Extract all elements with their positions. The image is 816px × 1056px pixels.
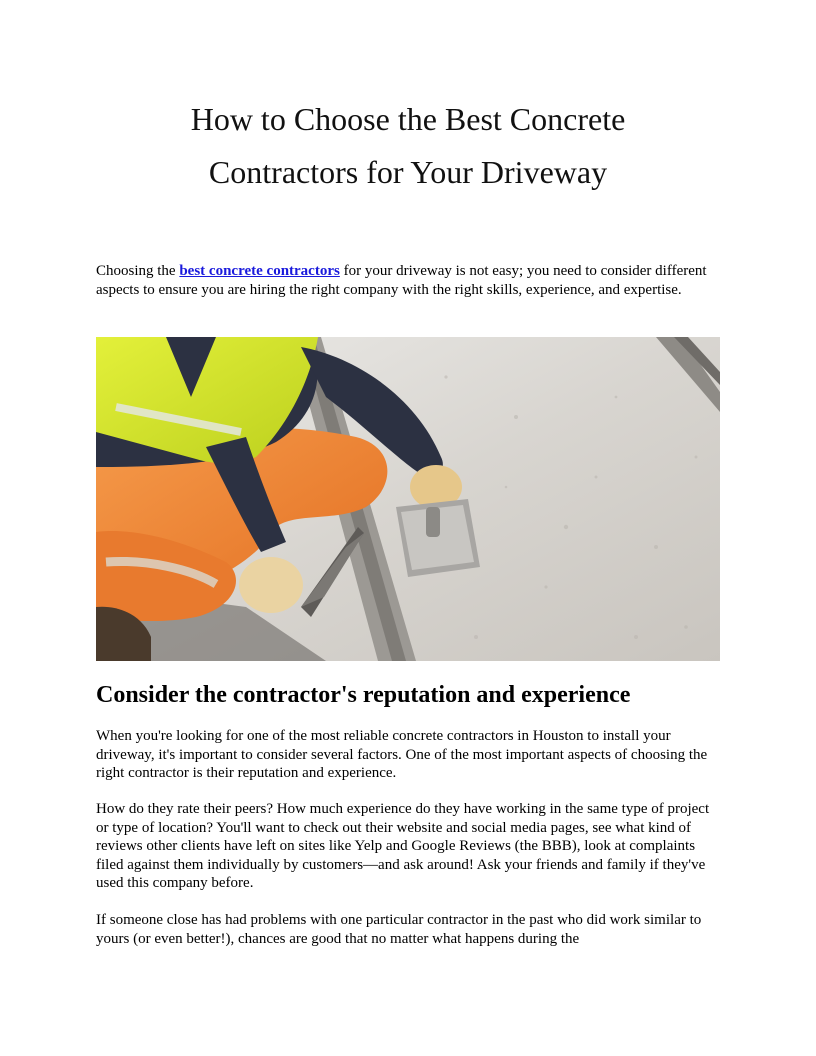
body-paragraph-3: If someone close has had problems with one particular contractor in the past who did work similar to yours (or even better!), chances are good that no matter what happens during the: [96, 912, 702, 947]
title-line-1: How to Choose the Best Concrete: [190, 101, 626, 137]
best-concrete-contractors-link[interactable]: best concrete contractors: [179, 263, 340, 279]
section-heading: Consider the contractor's reputation and experience: [96, 682, 631, 708]
body-paragraph-1: When you're looking for one of the most reliable concrete contractors in Houston to install your driveway, it's important to consider several factors. One of the most important aspects of choosing the right contractor is their reputation and experience.: [96, 728, 708, 782]
intro-paragraph: [96, 262, 720, 300]
page-title: [96, 93, 720, 199]
body-paragraph-2: How do they rate their peers? How much experience do they have working in the same type of project or type of location? You'll want to check out their website and social media pages, see what kind of reviews other clients have left on sites like Yelp and Google Reviews (the BBB), look at complaints filed against them individually by customers—and ask around! Ask your friends and family if they've used this company before.: [96, 801, 710, 892]
concrete-worker-photo: [96, 337, 720, 661]
intro-text-after: for your driveway is not easy; you need to consider different aspects to ensure you are hiring the right company with the right skills, experience, and expertise.: [96, 263, 707, 298]
intro-text-before: Choosing the: [96, 263, 180, 279]
title-line-2: Contractors for Your Driveway: [208, 154, 608, 190]
concrete-worker-illustration: [96, 337, 720, 661]
